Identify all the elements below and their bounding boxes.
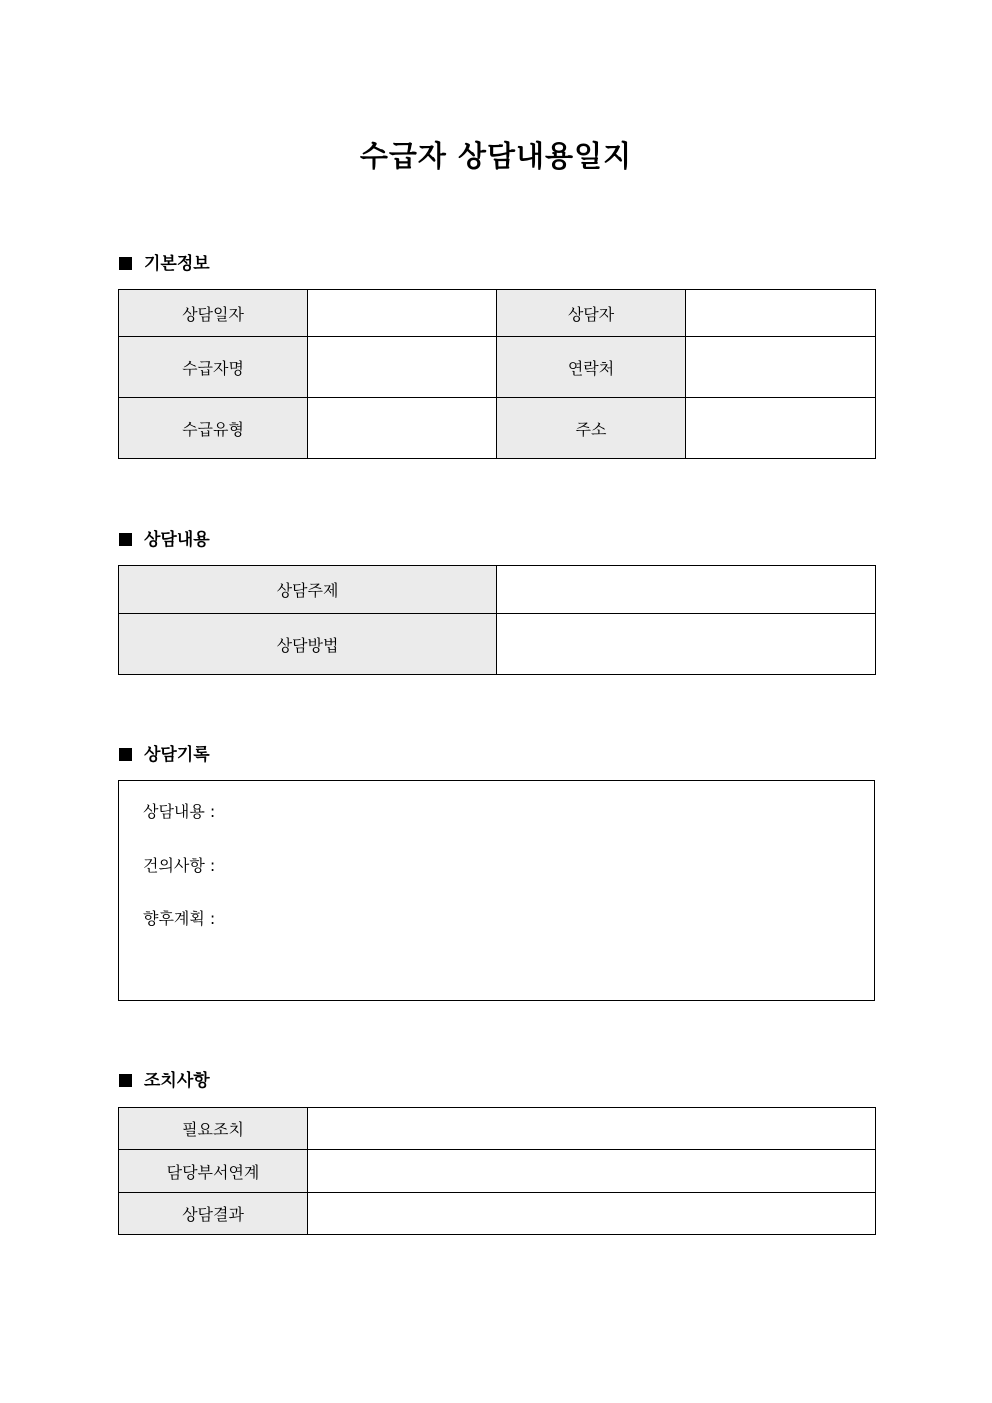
field-recipient-type[interactable]: [308, 398, 497, 459]
table-row: [119, 614, 876, 675]
label-counselor: 상담자: [497, 290, 686, 337]
section-heading-actions: [119, 1069, 210, 1093]
field-recipient-name[interactable]: [308, 337, 497, 398]
section-heading-consult-record: [119, 743, 210, 767]
label-recipient-name: 수급자명: [119, 337, 308, 398]
section-heading-text: 상담기록: [144, 745, 210, 765]
basic-info-table: [118, 289, 876, 459]
label-consult-date: 상담일자: [119, 290, 308, 337]
field-counselor[interactable]: [686, 290, 876, 337]
table-row: [119, 398, 876, 459]
section-heading-text: 상담내용: [144, 530, 210, 550]
label-department-link: 담당부서연계: [119, 1150, 308, 1193]
consult-content-table: [118, 565, 876, 675]
consult-record-box[interactable]: [118, 780, 875, 1001]
square-bullet-icon: [119, 1074, 132, 1087]
table-row: [119, 290, 876, 337]
field-department-link[interactable]: [308, 1150, 876, 1193]
record-line-consult-content: 상담내용 :: [143, 802, 216, 821]
field-required-action[interactable]: [308, 1108, 876, 1150]
field-contact[interactable]: [686, 337, 876, 398]
square-bullet-icon: [119, 533, 132, 546]
table-row: [119, 1150, 876, 1193]
table-row: [119, 1108, 876, 1150]
label-address: 주소: [497, 398, 686, 459]
section-heading-text: 조치사항: [144, 1071, 210, 1091]
section-heading-basic-info: [119, 252, 210, 276]
label-consult-topic: 상담주제: [119, 566, 497, 614]
record-line-suggestions: 건의사항 :: [143, 856, 216, 875]
label-consult-method: 상담방법: [119, 614, 497, 675]
square-bullet-icon: [119, 257, 132, 270]
label-contact: 연락처: [497, 337, 686, 398]
field-consult-date[interactable]: [308, 290, 497, 337]
square-bullet-icon: [119, 748, 132, 761]
field-address[interactable]: [686, 398, 876, 459]
field-consult-method[interactable]: [497, 614, 876, 675]
label-consult-result: 상담결과: [119, 1193, 308, 1235]
table-row: [119, 1193, 876, 1235]
label-required-action: 필요조치: [119, 1108, 308, 1150]
field-consult-topic[interactable]: [497, 566, 876, 614]
section-heading-consult-content: [119, 528, 210, 552]
table-row: [119, 566, 876, 614]
section-heading-text: 기본정보: [144, 254, 210, 274]
record-line-future-plan: 향후계획 :: [143, 909, 216, 928]
document-title: 수급자 상담내용일지: [359, 139, 633, 173]
field-consult-result[interactable]: [308, 1193, 876, 1235]
label-recipient-type: 수급유형: [119, 398, 308, 459]
table-row: [119, 337, 876, 398]
actions-table: [118, 1107, 876, 1235]
